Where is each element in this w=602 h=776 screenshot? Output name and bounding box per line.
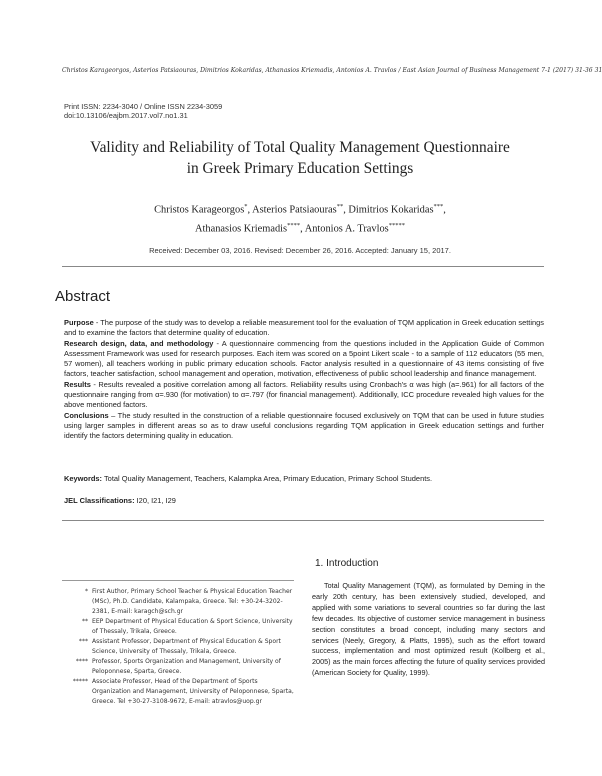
author-mark: * [244,203,248,210]
author-mark: *** [433,203,444,210]
conclusions-text: – The study resulted in the construction of a reliable questionnaire focused exclusively on TQM that can be used in future studies using larger samples in different areas so as to draw useful conclusions regarding TQM application in Greek education settings and further identify the factors determining quality in education. [64,410,544,441]
footnote [62,587,296,617]
abstract-body [64,318,544,442]
introduction-paragraph: Total Quality Management (TQM), as formulated by Deming in the early 20th century, has been extensively studied, developed, and applied with some variations to several countries so far during the last few decades. Its objective of customer service management in business section constitutes a broad concept, including many sectors and services (Neely, Gregory, & Platts, 1995), such as the effort toward success, implementation and most optimized result (Kollberg et al., 2005) as the main forces affecting the future of quality services provided (American Society for Quality, 1999). [312,581,545,678]
results-text: - Results revealed a positive correlation among all factors. Reliability results using Cronbach's α was high (a=.961) for all factors of the questionnaire ranging from α=.930 (for motivation) to α=.797 (for financial management). Additionally, ICC procedure revealed high values for the above mentioned factors. [64,379,544,410]
author-list: Christos Karageorgos*, Asterios Patsiaouras**, Dimitrios Kokaridas***, Athanasios Kriemadis****, Antonios A. Travlos***** [154,203,446,235]
method-label: Research design, data, and methodology [64,338,214,348]
footnote-text: Professor, Sports Organization and Management, University of Peloponnese, Sparta, Greece. [92,658,281,675]
footnote-text: First Author, Primary School Teacher & Physical Education Teacher (MSc), Ph.D. Candidate, Kalampaka, Greece. Tel: +30-24-3202-2381, E-mail: karagch@sch.gr [92,588,293,615]
footnote-mark: *** [78,638,88,645]
jel-text: I20, I21, I29 [134,496,176,505]
footnote-mark: **** [75,658,88,665]
author-mark: ** [336,203,344,210]
method-text: - A questionnaire commencing from the questions included in the Application Guide of Common Assessment Framework was used for research purposes. Each item was scored on a 5point Likert scale - to a sample of 112 educators (55 men, 57 women), all teachers working in public primary education schools. Factor analysis resulted in a questionnaire of 43 items consisting of five factors, teacher satisfaction, school management and operation, motivation, effectiveness of public school leadership and finance management. [64,338,544,379]
keywords [64,474,544,483]
footnote-text: Associate Professor, Head of the Department of Sports Organization and Management, University of Peloponnese, Sparta, Greece. Tel +30-27-3108-9672, E-mail: atravlos@uop.gr [92,678,294,705]
purpose-label: Purpose [64,318,94,327]
doi-line: doi:10.13106/eajbm.2017.vol7.no1.31 [64,111,188,120]
jel-classifications [64,496,544,505]
abstract-purpose [64,318,544,339]
abstract-method [64,339,544,380]
footnote-mark: ** [81,618,88,625]
author-name: Christos Karageorgos [154,204,245,216]
abstract-conclusions [64,411,544,442]
divider-top [62,266,544,267]
results-label: Results [64,379,91,389]
footnote [62,657,296,677]
footnote-text: Assistant Professor, Department of Physical Education & Sport Science, University of Thessaly, Trikala, Greece. [92,638,281,655]
title-line-1: Validity and Reliability of Total Quality Management Questionnaire [90,139,510,156]
footnote-text: EEP Department of Physical Education & Sport Science, University of Thessaly, Trikala, Greece. [92,618,293,635]
author-name: Asterios Patsiaouras [252,204,337,216]
footnote [62,617,296,637]
issn-line: Print ISSN: 2234-3040 / Online ISSN 2234-3059 [64,102,223,111]
divider-bottom [62,520,544,521]
author-name: Antonios A. Travlos [304,223,389,235]
author-name: Athanasios Kriemadis [195,223,288,235]
section-heading-introduction: 1. Introduction [315,558,379,569]
purpose-text: - The purpose of the study was to develop a reliable measurement tool for the evaluation of TQM application in Greek education settings and to examine the factors that determine quality of education. [64,318,544,338]
jel-label: JEL Classifications: [64,496,135,505]
footnote-rule [62,580,294,581]
footnote [62,677,296,707]
issn-block [64,102,222,120]
title-line-2: in Greek Primary Education Settings [186,160,414,177]
received-dates: Received: December 03, 2016. Revised: December 26, 2016. Accepted: January 15, 2017. [149,246,451,255]
conclusions-label: Conclusions [64,410,109,420]
abstract-heading: Abstract [55,288,111,305]
keywords-text: Total Quality Management, Teachers, Kalampka Area, Primary Education, Primary School Students. [102,474,433,483]
running-header-text: Christos Karageorgos, Asterios Patsiaouras, Dimitrios Kokaridas, Athanasios Kriemadis, Antonios A. Travlos / East Asian Journal of Business Management 7-1 (2017) 31-36 [62,67,593,74]
page-number: 31 [594,67,602,74]
footnote [62,637,296,657]
footnote-mark: * [84,588,88,595]
footnote-mark: ***** [72,678,88,685]
author-mark: ***** [388,222,405,230]
abstract-results [64,380,544,411]
running-header [62,67,602,74]
author-name: Dimitrios Kokaridas [348,204,434,216]
paper-title [40,137,560,179]
author-mark: **** [287,222,301,230]
footnotes [62,587,296,707]
keywords-label: Keywords: [64,474,103,483]
